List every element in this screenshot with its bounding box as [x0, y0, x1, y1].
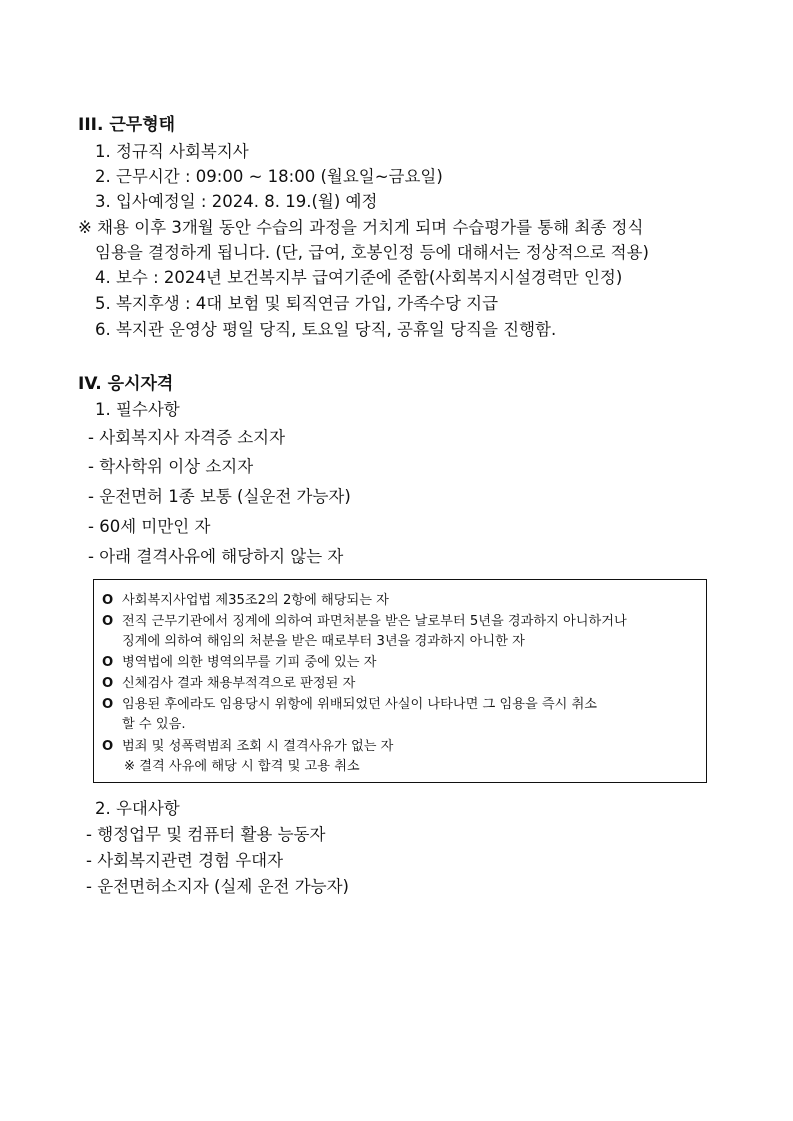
- disqualification-note: ※ 결격 사유에 해당 시 합격 및 고용 취소: [124, 759, 360, 774]
- disqualification-item-continued: 징계에 의하여 해임의 처분을 받은 때로부터 3년을 경과하지 아니한 자: [122, 634, 525, 649]
- list-item-start-date: 3. 입사예정일 : 2024. 8. 19.(월) 예정: [95, 192, 378, 211]
- preferred-item: - 행정업무 및 컴퓨터 활용 능동자: [86, 825, 326, 844]
- probation-note-line2: 임용을 결정하게 됩니다. (단, 급여, 호봉인정 등에 대해서는 정상적으로 적용): [95, 243, 649, 262]
- section-heading-work-type: III. 근무형태: [78, 115, 176, 135]
- disqualification-item: O 사회복지사업법 제35조2의 2항에 해당되는 자: [102, 591, 389, 611]
- list-item-salary: 4. 보수 : 2024년 보건복지부 급여기준에 준함(사회복지시설경력만 인정): [95, 268, 623, 287]
- circle-bullet-icon: O: [102, 697, 114, 712]
- circle-bullet-icon: O: [102, 739, 114, 754]
- required-subheading: 1. 필수사항: [95, 400, 180, 419]
- disqualification-item: O 범죄 및 성폭력범죄 조회 시 결격사유가 없는 자: [102, 737, 393, 757]
- required-item: - 운전면허 1종 보통 (실운전 가능자): [88, 487, 351, 506]
- disqualification-item-continued: 할 수 있음.: [122, 717, 186, 732]
- required-item: - 60세 미만인 자: [88, 517, 211, 536]
- preferred-item: - 사회복지관련 경험 우대자: [86, 851, 284, 870]
- circle-bullet-icon: O: [102, 655, 114, 670]
- disqualification-item: O 병역법에 의한 병역의무를 기피 중에 있는 자: [102, 653, 376, 673]
- disqualification-item: O 신체검사 결과 채용부적격으로 판정된 자: [102, 674, 355, 694]
- preferred-item: - 운전면허소지자 (실제 운전 가능자): [86, 877, 349, 896]
- required-item: - 학사학위 이상 소지자: [88, 457, 254, 476]
- disqualification-item: O 전직 근무기관에서 징계에 의하여 파면처분을 받은 날로부터 5년을 경과하지 아니하거나: [102, 612, 627, 632]
- list-item-work-hours: 2. 근무시간 : 09:00 ~ 18:00 (월요일~금요일): [95, 167, 443, 186]
- circle-bullet-icon: O: [102, 676, 114, 691]
- circle-bullet-icon: O: [102, 593, 114, 608]
- list-item-employment-type: 1. 정규직 사회복지사: [95, 142, 249, 161]
- required-item: - 사회복지사 자격증 소지자: [88, 428, 286, 447]
- list-item-duty: 6. 복지관 운영상 평일 당직, 토요일 당직, 공휴일 당직을 진행함.: [95, 320, 557, 339]
- list-item-welfare: 5. 복지후생 : 4대 보험 및 퇴직연금 가입, 가족수당 지급: [95, 294, 499, 313]
- disqualification-box: [93, 579, 707, 783]
- circle-bullet-icon: O: [102, 614, 114, 629]
- required-item: - 아래 결격사유에 해당하지 않는 자: [88, 547, 344, 566]
- preferred-subheading: 2. 우대사항: [95, 799, 180, 818]
- disqualification-item: O 임용된 후에라도 임용당시 위항에 위배되었던 사실이 나타나면 그 임용을 즉시 취소: [102, 695, 597, 715]
- section-heading-qualifications: IV. 응시자격: [78, 374, 174, 394]
- probation-note-line1: ※ 채용 이후 3개월 동안 수습의 과정을 거치게 되며 수습평가를 통해 최종 정식: [78, 218, 644, 237]
